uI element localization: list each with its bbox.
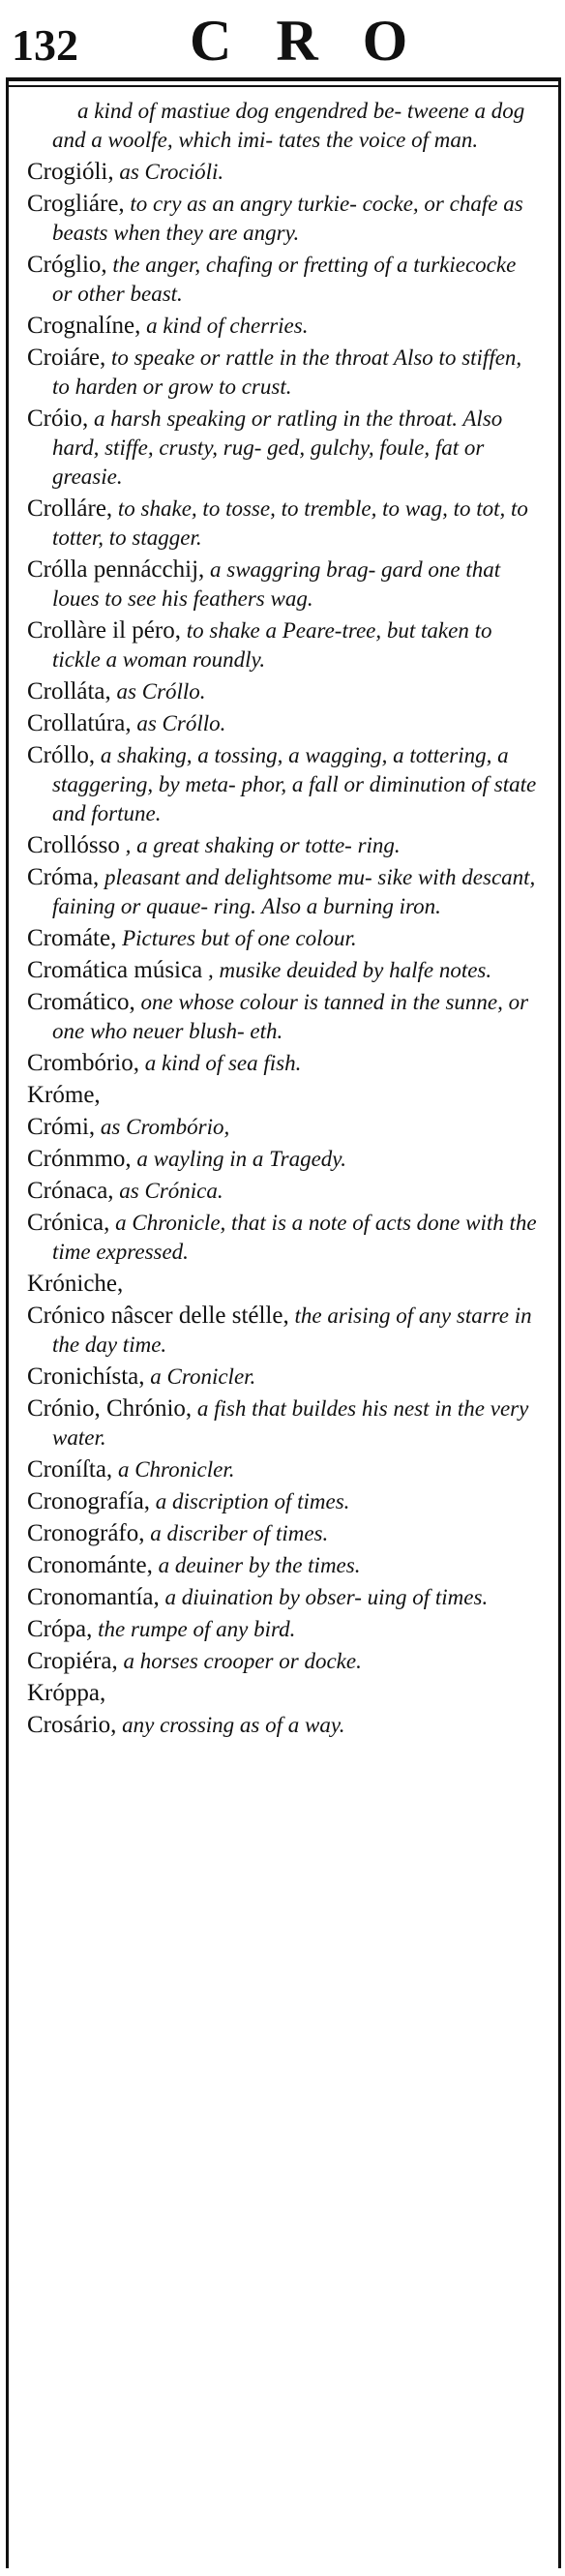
entry-definition: as Cróllo.: [131, 711, 226, 735]
entry-headword: Cronomantía,: [27, 1584, 160, 1610]
entry-definition: Pictures but of one colour.: [116, 926, 357, 950]
entry-definition: a deuiner by the times.: [152, 1553, 361, 1577]
dictionary-entry: [27, 1551, 540, 1580]
entry-definition: a swaggring brag- gard one that loues to see his feathers wag.: [52, 557, 501, 611]
entry-headword: Cromático,: [27, 989, 135, 1015]
entry-headword: Cropiéra,: [27, 1648, 118, 1674]
entry-list: [27, 97, 540, 1743]
dictionary-entry: [27, 1049, 540, 1078]
dictionary-entry: [27, 404, 540, 492]
dictionary-entry: [27, 1081, 540, 1110]
entry-headword: Crollósso: [27, 832, 120, 858]
entry-headword: Crónico nâscer delle stélle,: [27, 1303, 289, 1329]
dictionary-entry: [27, 1583, 540, 1612]
entry-definition: as Crombório,: [95, 1115, 230, 1139]
entry-definition: any crossing as of a way.: [116, 1713, 345, 1737]
entry-definition: the anger, chafing or fretting of a turkiecocke or other beast.: [52, 253, 517, 306]
dictionary-entry: [27, 1302, 540, 1360]
dictionary-entry: [27, 1145, 540, 1174]
dictionary-entry: [27, 494, 540, 553]
entry-headword: Croníſta,: [27, 1456, 113, 1483]
entry-definition: a kind of cherries.: [140, 314, 309, 338]
dictionary-entry: [27, 312, 540, 341]
dictionary-entry: [27, 555, 540, 614]
entry-definition: a shaking, a tossing, a wagging, a tottering, a staggering, by meta- phor, a fall or diminution of state and fortune.: [52, 743, 537, 825]
entry-definition: a harsh speaking or ratling in the throat. Also hard, stiffe, crusty, rug- ged, gulchy, foule, fat or greasie.: [52, 406, 503, 489]
dictionary-entry: [27, 97, 540, 155]
entry-headword: Cróio,: [27, 405, 89, 432]
entry-definition: , musike deuided by halfe notes.: [202, 958, 492, 982]
top-rule-thin: [6, 85, 561, 87]
entry-headword: Crólla pennácchij,: [27, 556, 205, 583]
entry-definition: a wayling in a Tragedy.: [131, 1147, 346, 1171]
entry-headword: Crolláta,: [27, 678, 111, 704]
right-border: [558, 77, 561, 2568]
entry-headword: Cróma,: [27, 864, 100, 890]
entry-headword: Króppa,: [27, 1680, 106, 1706]
dictionary-entry: [27, 924, 540, 953]
dictionary-entry: [27, 1679, 540, 1708]
entry-definition: one whose colour is tanned in the sunne, or one who neuer blush- eth.: [52, 990, 529, 1043]
dictionary-entry: [27, 616, 540, 674]
entry-definition: a Chronicler.: [112, 1457, 235, 1482]
entry-headword: Crónica,: [27, 1210, 110, 1236]
left-border: [6, 77, 9, 2568]
entry-headword: Crollàre il péro,: [27, 617, 181, 644]
entry-headword: Crópa,: [27, 1616, 93, 1642]
entry-headword: Cromática música: [27, 957, 203, 983]
dictionary-entry: [27, 1113, 540, 1142]
running-head: CRO: [190, 9, 453, 73]
entry-definition: a kind of sea fish.: [138, 1051, 302, 1075]
entry-definition: as Crónica.: [113, 1179, 223, 1203]
top-rule: [6, 77, 561, 81]
dictionary-entry: [27, 831, 540, 860]
entry-headword: Cronománte,: [27, 1552, 153, 1578]
entry-headword: Crónmmo,: [27, 1146, 132, 1172]
entry-headword: Crollatúra,: [27, 710, 132, 736]
page-number: 132: [12, 20, 78, 70]
entry-headword: Cronográfo,: [27, 1520, 145, 1546]
dictionary-entry: [27, 1177, 540, 1206]
entry-definition: , a great shaking or totte- ring.: [119, 833, 401, 857]
dictionary-entry: [27, 1394, 540, 1453]
entry-definition: to speake or rattle in the throat Also to stiffen, to harden or grow to crust.: [52, 345, 522, 399]
dictionary-entry: [27, 1711, 540, 1740]
dictionary-entry: [27, 251, 540, 309]
dictionary-entry: [27, 1487, 540, 1516]
entry-headword: Cróglio,: [27, 252, 107, 278]
entry-definition: a Cronicler.: [144, 1364, 256, 1389]
entry-headword: Crogliáre,: [27, 191, 125, 217]
entry-definition: to cry as an angry turkie- cocke, or chafe as beasts when they are angry.: [52, 192, 523, 245]
dictionary-entry: [27, 677, 540, 706]
entry-headword: Crómi,: [27, 1114, 96, 1140]
entry-headword: Crolláre,: [27, 495, 113, 522]
entry-definition: as Crocióli.: [113, 160, 224, 184]
entry-headword: Croiáre,: [27, 344, 106, 371]
entry-definition: to shake a Peare-tree, but taken to tickle a woman roundly.: [52, 618, 492, 672]
dictionary-entry: [27, 344, 540, 402]
dictionary-entry: [27, 1209, 540, 1267]
entry-headword: Króniche,: [27, 1271, 124, 1297]
entry-headword: Cróllo,: [27, 742, 96, 768]
dictionary-entry: [27, 988, 540, 1046]
entry-headword: Cromáte,: [27, 925, 117, 951]
entry-headword: Crosário,: [27, 1712, 117, 1738]
dictionary-entry: [27, 1519, 540, 1548]
dictionary-entry: [27, 709, 540, 738]
dictionary-entry: [27, 863, 540, 921]
dictionary-entry: [27, 741, 540, 828]
entry-definition: a diuination by obser- uing of times.: [159, 1585, 489, 1609]
dictionary-entry: [27, 1270, 540, 1299]
entry-definition: to shake, to tosse, to tremble, to wag, to tot, to totter, to stagger.: [52, 496, 528, 550]
dictionary-entry: [27, 956, 540, 985]
entry-definition: the arising of any starre in the day time.: [52, 1303, 532, 1357]
entry-definition: a discriber of times.: [144, 1521, 329, 1545]
entry-headword: Crónio, Chrónio,: [27, 1395, 193, 1422]
dictionary-entry: [27, 190, 540, 248]
dictionary-entry: [27, 1647, 540, 1676]
entry-headword: Crombório,: [27, 1050, 139, 1076]
entry-definition: as Cróllo.: [110, 679, 206, 704]
entry-headword: Crogióli,: [27, 159, 114, 185]
entry-definition: a horses crooper or docke.: [117, 1649, 362, 1673]
entry-definition: a Chronicle, that is a note of acts done with the time expressed.: [52, 1211, 537, 1264]
entry-definition: the rumpe of any bird.: [92, 1617, 296, 1641]
dictionary-entry: [27, 1363, 540, 1392]
entry-definition: a kind of mastiue dog engendred be- tweene a dog and a woolfe, which imi- tates the voice of man.: [52, 99, 525, 152]
entry-headword: Cronografía,: [27, 1488, 151, 1514]
entry-definition: pleasant and delightsome mu- sike with descant, faining or quaue- ring. Also a burning iron.: [52, 865, 536, 918]
dictionary-entry: [27, 158, 540, 187]
entry-headword: Króme,: [27, 1082, 101, 1108]
entry-definition: a discription of times.: [150, 1489, 350, 1513]
entry-headword: Cronichísta,: [27, 1363, 145, 1390]
entry-headword: Crognalíne,: [27, 313, 141, 339]
dictionary-entry: [27, 1615, 540, 1644]
dictionary-entry: [27, 1455, 540, 1484]
entry-headword: Crónaca,: [27, 1178, 114, 1204]
entry-definition: a fish that buildes his nest in the very water.: [52, 1396, 529, 1450]
